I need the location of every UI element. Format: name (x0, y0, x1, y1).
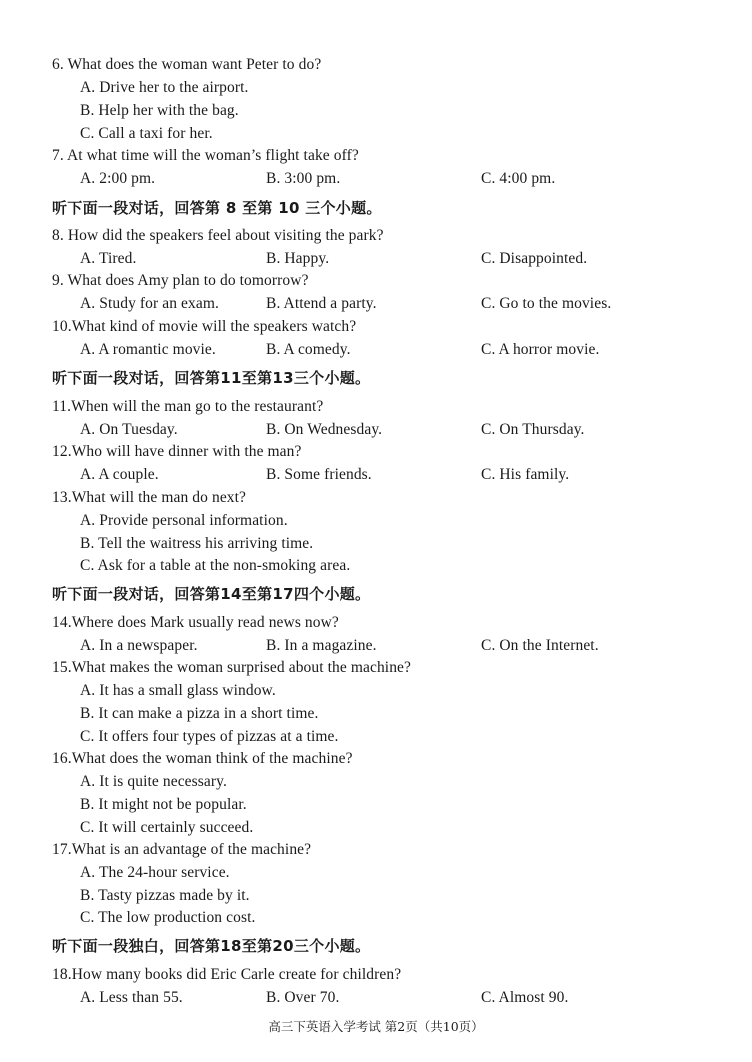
q10-option-b: B. A comedy. (266, 341, 351, 358)
question-17: 17.What is an advantage of the machine? (52, 841, 312, 858)
q16-option-b: B. It might not be popular. (80, 796, 247, 813)
q18-option-a: A. Less than 55. (80, 989, 183, 1006)
question-14: 14.Where does Mark usually read news now? (52, 614, 339, 631)
question-9: 9. What does Amy plan to do tomorrow? (52, 272, 309, 289)
question-12: 12.Who will have dinner with the man? (52, 443, 302, 460)
q7-option-a: A. 2:00 pm. (80, 170, 156, 187)
question-7: 7. At what time will the woman’s flight take off? (52, 147, 359, 164)
q16-option-c: C. It will certainly succeed. (80, 819, 254, 836)
q14-option-b: B. In a magazine. (266, 637, 377, 654)
section-heading-11-13: 听下面一段对话，回答第11至第13三个小题。 (52, 369, 371, 387)
question-11: 11.When will the man go to the restaurant? (52, 398, 324, 415)
q12-option-c: C. His family. (481, 466, 570, 483)
q6-option-b: B. Help her with the bag. (80, 102, 239, 119)
question-13: 13.What will the man do next? (52, 489, 247, 506)
q6-option-c: C. Call a taxi for her. (80, 125, 213, 142)
q11-option-a: A. On Tuesday. (80, 421, 178, 438)
question-10: 10.What kind of movie will the speakers watch? (52, 318, 357, 335)
q9-option-b: B. Attend a party. (266, 295, 377, 312)
q14-option-a: A. In a newspaper. (80, 637, 198, 654)
question-6: 6. What does the woman want Peter to do? (52, 56, 322, 73)
q17-option-a: A. The 24-hour service. (80, 864, 230, 881)
q14-option-c: C. On the Internet. (481, 637, 599, 654)
q9-option-a: A. Study for an exam. (80, 295, 219, 312)
q9-option-c: C. Go to the movies. (481, 295, 612, 312)
q17-option-b: B. Tasty pizzas made by it. (80, 887, 250, 904)
question-16: 16.What does the woman think of the machine? (52, 750, 353, 767)
q15-option-b: B. It can make a pizza in a short time. (80, 705, 319, 722)
question-8: 8. How did the speakers feel about visiting the park? (52, 227, 384, 244)
section-heading-18-20: 听下面一段独白，回答第18至第20三个小题。 (52, 937, 371, 955)
q15-option-a: A. It has a small glass window. (80, 682, 276, 699)
q7-option-b: B. 3:00 pm. (266, 170, 341, 187)
q7-option-c: C. 4:00 pm. (481, 170, 556, 187)
q8-option-a: A. Tired. (80, 250, 137, 267)
q18-option-c: C. Almost 90. (481, 989, 569, 1006)
q13-option-b: B. Tell the waitress his arriving time. (80, 535, 314, 552)
q12-option-b: B. Some friends. (266, 466, 372, 483)
q8-option-c: C. Disappointed. (481, 250, 588, 267)
q10-option-a: A. A romantic movie. (80, 341, 216, 358)
q18-option-b: B. Over 70. (266, 989, 340, 1006)
question-15: 15.What makes the woman surprised about the machine? (52, 659, 412, 676)
q15-option-c: C. It offers four types of pizzas at a time. (80, 728, 339, 745)
q13-option-a: A. Provide personal information. (80, 512, 288, 529)
q16-option-a: A. It is quite necessary. (80, 773, 227, 790)
question-18: 18.How many books did Eric Carle create for children? (52, 966, 402, 983)
q11-option-c: C. On Thursday. (481, 421, 585, 438)
q6-option-a: A. Drive her to the airport. (80, 79, 249, 96)
section-heading-14-17: 听下面一段对话，回答第14至第17四个小题。 (52, 585, 371, 603)
page-footer: 高三下英语入学考试 第2页（共10页） (268, 1019, 484, 1034)
q12-option-a: A. A couple. (80, 466, 159, 483)
q17-option-c: C. The low production cost. (80, 909, 256, 926)
q8-option-b: B. Happy. (266, 250, 330, 267)
q11-option-b: B. On Wednesday. (266, 421, 383, 438)
q13-option-c: C. Ask for a table at the non-smoking area. (80, 557, 351, 574)
q10-option-c: C. A horror movie. (481, 341, 600, 358)
section-heading-8-10: 听下面一段对话，回答第 8 至第 10 三个小题。 (52, 199, 382, 217)
